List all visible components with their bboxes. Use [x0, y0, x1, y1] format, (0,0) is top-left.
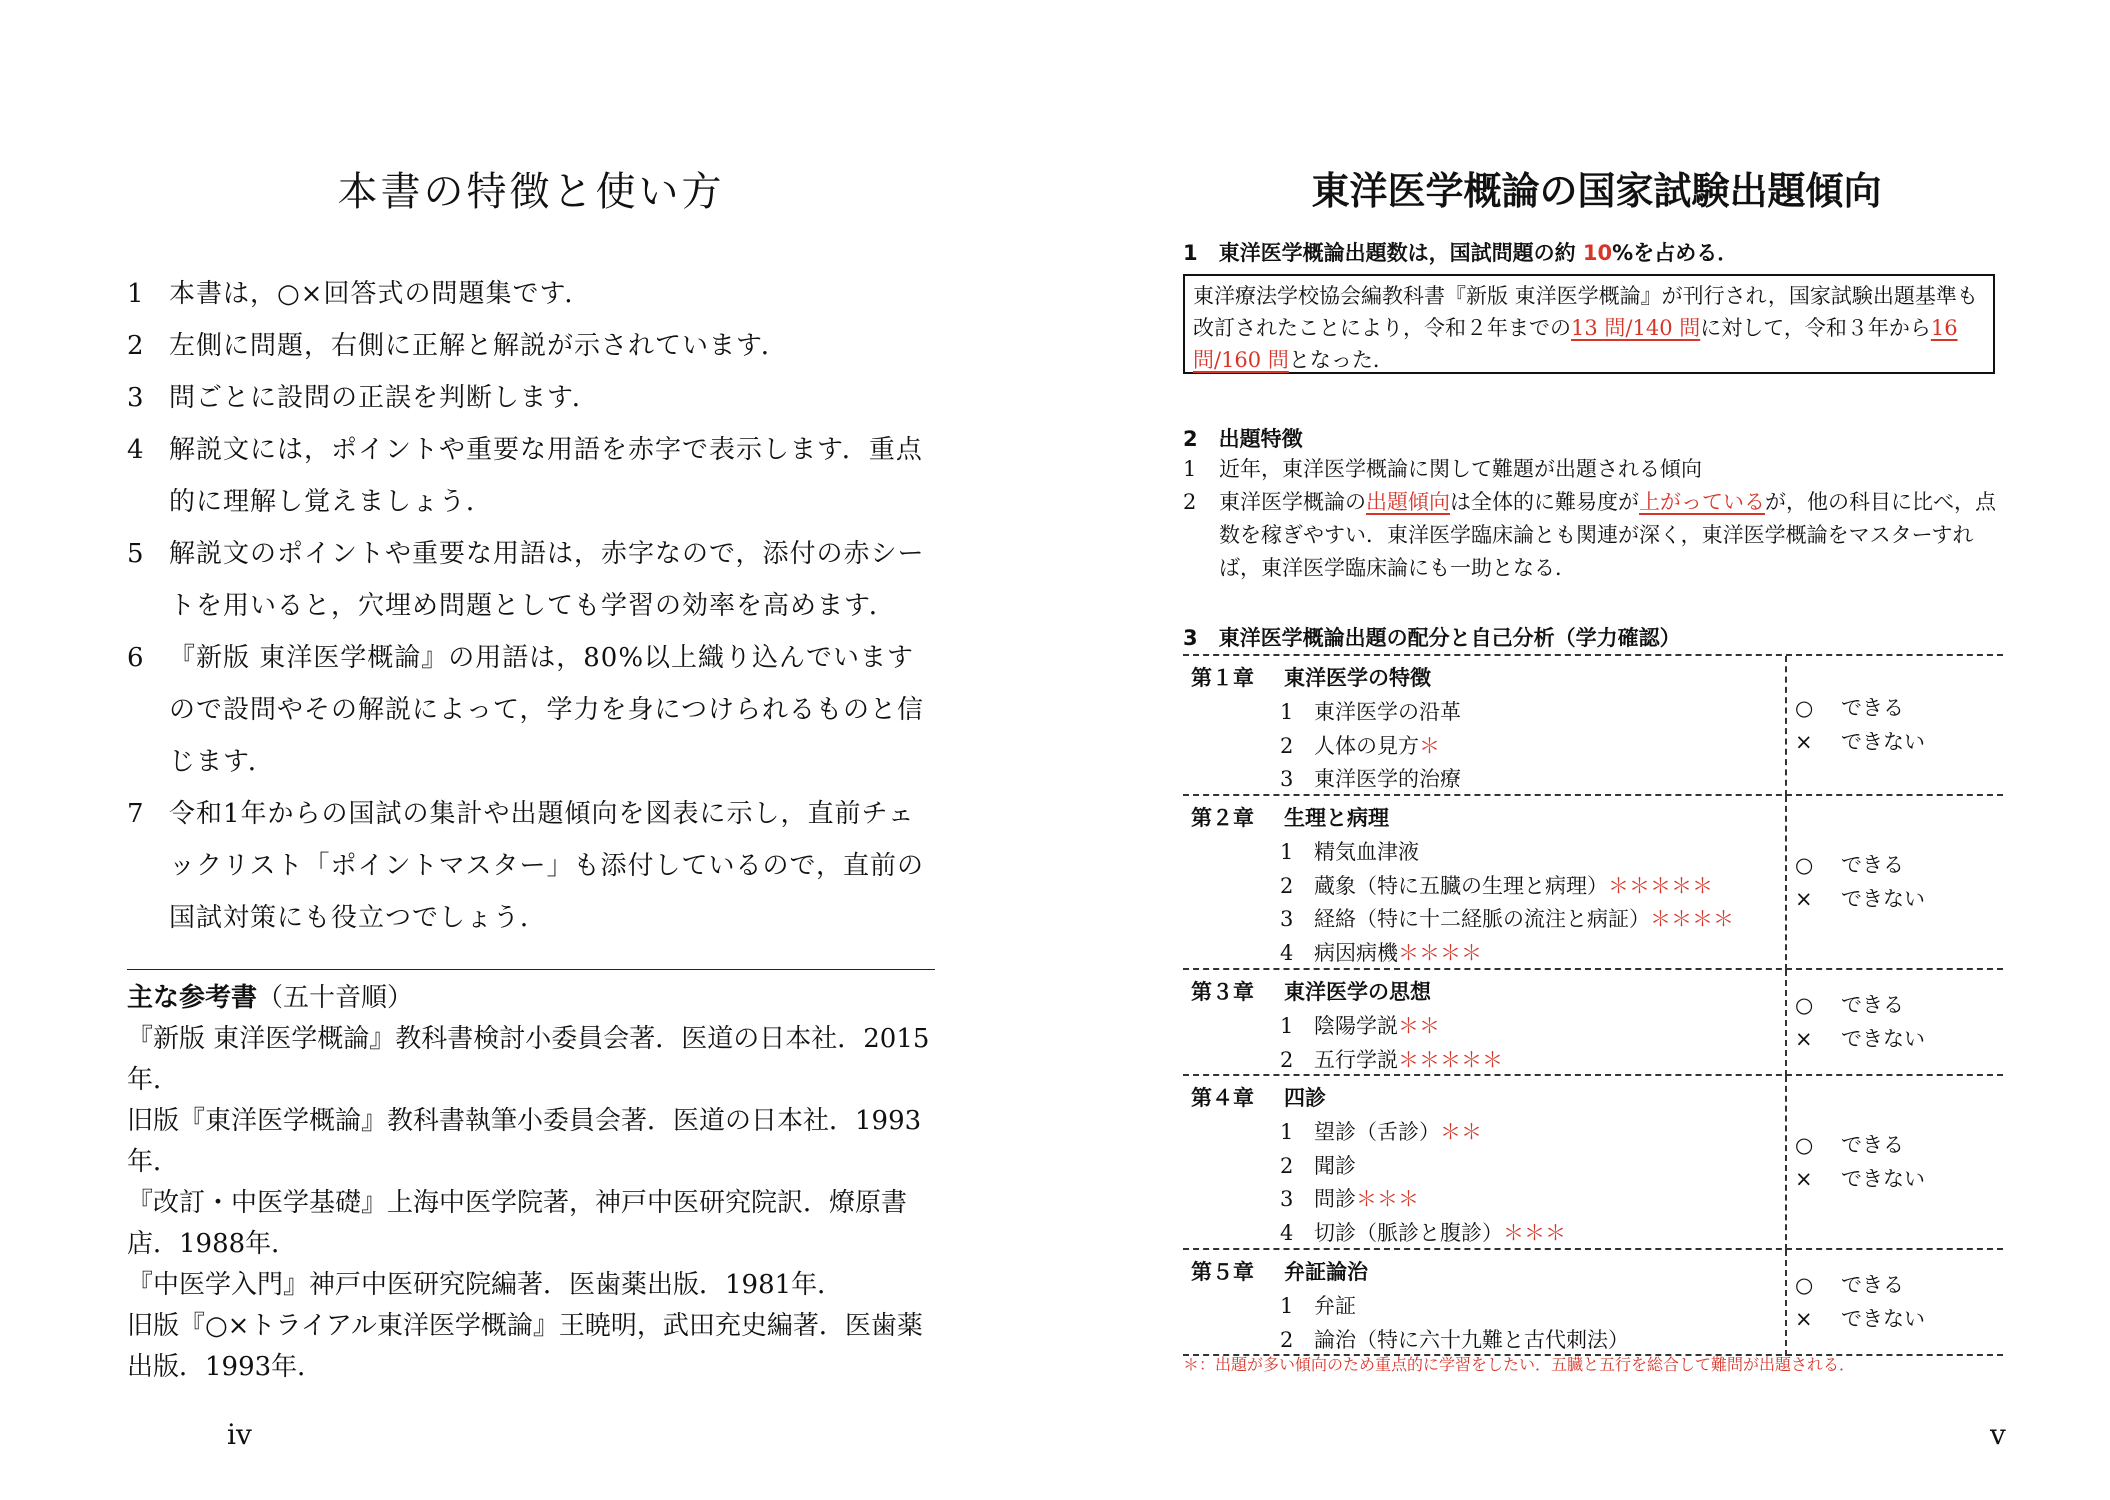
left-page-title: 本書の特徴と使い方: [337, 169, 725, 215]
self-check-marks: [1795, 1269, 1925, 1336]
list-item: 2 東洋医学概論の出題傾向は全体的に難易度が上がっているが，他の科目に比べ，点数を稼ぎやすい．東洋医学臨床論とも関連が深く，東洋医学概論をマスターすれば，東洋医学臨床論にも一助となる．: [1183, 490, 1996, 580]
chapter-heading: 第５章 弁証論治: [1191, 1260, 1368, 1284]
references-divider: [127, 969, 935, 970]
page-number-right: v: [1990, 1418, 2006, 1451]
feature-number: 4: [127, 435, 144, 465]
chapter-heading: 第１章 東洋医学の特徴: [1191, 666, 1431, 690]
right-page-title: 東洋医学概論の国家試験出題傾向: [1311, 169, 1882, 213]
reference-entry: 『中医学入門』神戸中医研究院編著．医歯薬出版．1981年．: [127, 1270, 844, 1300]
chapter-block: [1183, 794, 2003, 970]
chapter-item: 3 問診＊＊＊: [1280, 1187, 1419, 1211]
question-count-box: 東洋療法学校協会編教科書『新版 東洋医学概論』が刊行され，国家試験出題基準も改訂されたことにより，令和２年までの13 問/140 問に対して，令和３年から16 問/160 問となった．: [1183, 274, 1995, 374]
list-item: 1 近年，東洋医学概論に関して難題が出題される傾向: [1183, 457, 1702, 481]
self-check-marks: [1795, 989, 1925, 1056]
section-3-heading: 3 東洋医学概論出題の配分と自己分析（学力確認）: [1183, 626, 1681, 650]
can-do-option: ○ できる: [1795, 1273, 1904, 1297]
self-check-marks: [1795, 692, 1925, 759]
chapter-item: 1 弁証: [1280, 1294, 1356, 1318]
feature-number: 1: [127, 279, 144, 309]
chapter-item: 2 聞診: [1280, 1153, 1356, 1178]
feature-number: 7: [127, 799, 144, 829]
feature-item: [127, 788, 935, 944]
chapter-item: 3 東洋医学的治療: [1280, 767, 1461, 791]
feature-text: 左側に問題，右側に正解と解説が示されています．: [169, 331, 788, 361]
chapter-heading: 第３章 東洋医学の思想: [1191, 980, 1431, 1004]
right-page: [1183, 0, 2010, 1500]
can-do-option: ○ できる: [1795, 853, 1904, 877]
chapter-item: 4 病因病機＊＊＊＊: [1280, 940, 1482, 965]
cannot-do-option: × できない: [1795, 886, 1925, 911]
feature-number: 3: [127, 383, 144, 413]
chapter-item: 2 蔵象（特に五臓の生理と病理）＊＊＊＊＊: [1280, 873, 1713, 898]
feature-item: [127, 268, 935, 320]
cannot-do-option: × できない: [1795, 1166, 1925, 1191]
references-section: [127, 978, 935, 1388]
self-check-marks: [1795, 849, 1925, 916]
feature-item: [127, 528, 935, 632]
section-2-heading: 2 出題特徴: [1183, 427, 1303, 451]
new-question-count: 16 問/160 問: [1193, 316, 1958, 372]
cannot-do-option: × できない: [1795, 1306, 1925, 1331]
chapter-heading: 第４章 四診: [1191, 1086, 1326, 1110]
left-page: [127, 0, 935, 1500]
chapter-item: 4 切診（脈診と腹診）＊＊＊: [1280, 1220, 1566, 1245]
chapter-item: 2 論治（特に六十九難と古代刺法）: [1280, 1327, 1629, 1352]
reference-entry: 旧版『東洋医学概論』教科書執筆小委員会著．医道の日本社．1993年．: [127, 1106, 922, 1177]
feature-number: 2: [127, 331, 144, 361]
feature-item: [127, 320, 935, 372]
cannot-do-option: × できない: [1795, 729, 1925, 754]
page-number-left: iv: [227, 1418, 252, 1451]
chapter-item: 1 望診（舌診）＊＊: [1280, 1120, 1482, 1144]
chapter-item: 2 人体の見方＊: [1280, 733, 1440, 758]
chapter-block: [1183, 1074, 2003, 1250]
chapter-block: [1183, 1248, 2003, 1356]
section-1-heading: 1 東洋医学概論出題数は，国試問題の約 10%を占める．: [1183, 241, 1739, 265]
feature-text: 『新版 東洋医学概論』の用語は，80%以上織り込んでいますので設問やその解説によって，学力を身につけられるものと信じます．: [169, 643, 924, 777]
chapter-item: 1 東洋医学の沿革: [1280, 700, 1461, 724]
section-2-list: [1183, 453, 2003, 585]
old-question-count: 13 問/140 問: [1571, 316, 1701, 340]
reference-entry: 『新版 東洋医学概論』教科書検討小委員会著．医道の日本社．2015年．: [127, 1024, 930, 1095]
chapter-item: 3 経絡（特に十二経脈の流注と病証）＊＊＊＊: [1280, 907, 1734, 931]
self-check-marks: [1795, 1129, 1925, 1196]
reference-entry: 旧版『○×トライアル東洋医学概論』王暁明，武田充史編著．医歯薬出版．1993年．: [127, 1311, 923, 1382]
cannot-do-option: × できない: [1795, 1026, 1925, 1051]
chapter-item: 1 陰陽学説＊＊: [1280, 1014, 1440, 1038]
chapter-heading: 第２章 生理と病理: [1191, 806, 1389, 830]
features-list: [127, 268, 935, 944]
feature-text: 本書は，○×回答式の問題集です．: [169, 279, 592, 309]
can-do-option: ○ できる: [1795, 696, 1904, 720]
can-do-option: ○ できる: [1795, 993, 1904, 1017]
feature-number: 5: [127, 539, 144, 569]
feature-text: 令和1年からの国試の集計や出題傾向を図表に示し，直前チェックリスト「ポイントマスター」も添付しているので，直前の国試対策にも役立つでしょう．: [169, 799, 924, 933]
chapter-item: 2 五行学説＊＊＊＊＊: [1280, 1047, 1503, 1072]
feature-number: 6: [127, 643, 144, 673]
feature-text: 解説文のポイントや重要な用語は，赤字なので，添付の赤シートを用いると，穴埋め問題としても学習の効率を高めます．: [169, 539, 925, 621]
feature-item: [127, 632, 935, 788]
feature-item: [127, 424, 935, 528]
feature-text: 問ごとに設問の正誤を判断します．: [169, 383, 599, 413]
chapter-block: [1183, 654, 2003, 796]
feature-text: 解説文には，ポイントや重要な用語を赤字で表示します．重点的に理解し覚えましょう．: [169, 435, 923, 517]
chapter-item: 1 精気血津液: [1280, 840, 1419, 864]
reference-entry: 『改訂・中医学基礎』上海中医学院著，神戸中医研究院訳．燎原書店．1988年．: [127, 1188, 908, 1259]
feature-item: [127, 372, 935, 424]
references-heading: 主な参考書（五十音順）: [127, 983, 414, 1013]
can-do-option: ○ できる: [1795, 1133, 1904, 1157]
footnote: ＊：出題が多い傾向のため重点的に学習をしたい．五臓と五行を総合して難問が出題される．: [1183, 1355, 1856, 1374]
chapter-block: [1183, 968, 2003, 1076]
